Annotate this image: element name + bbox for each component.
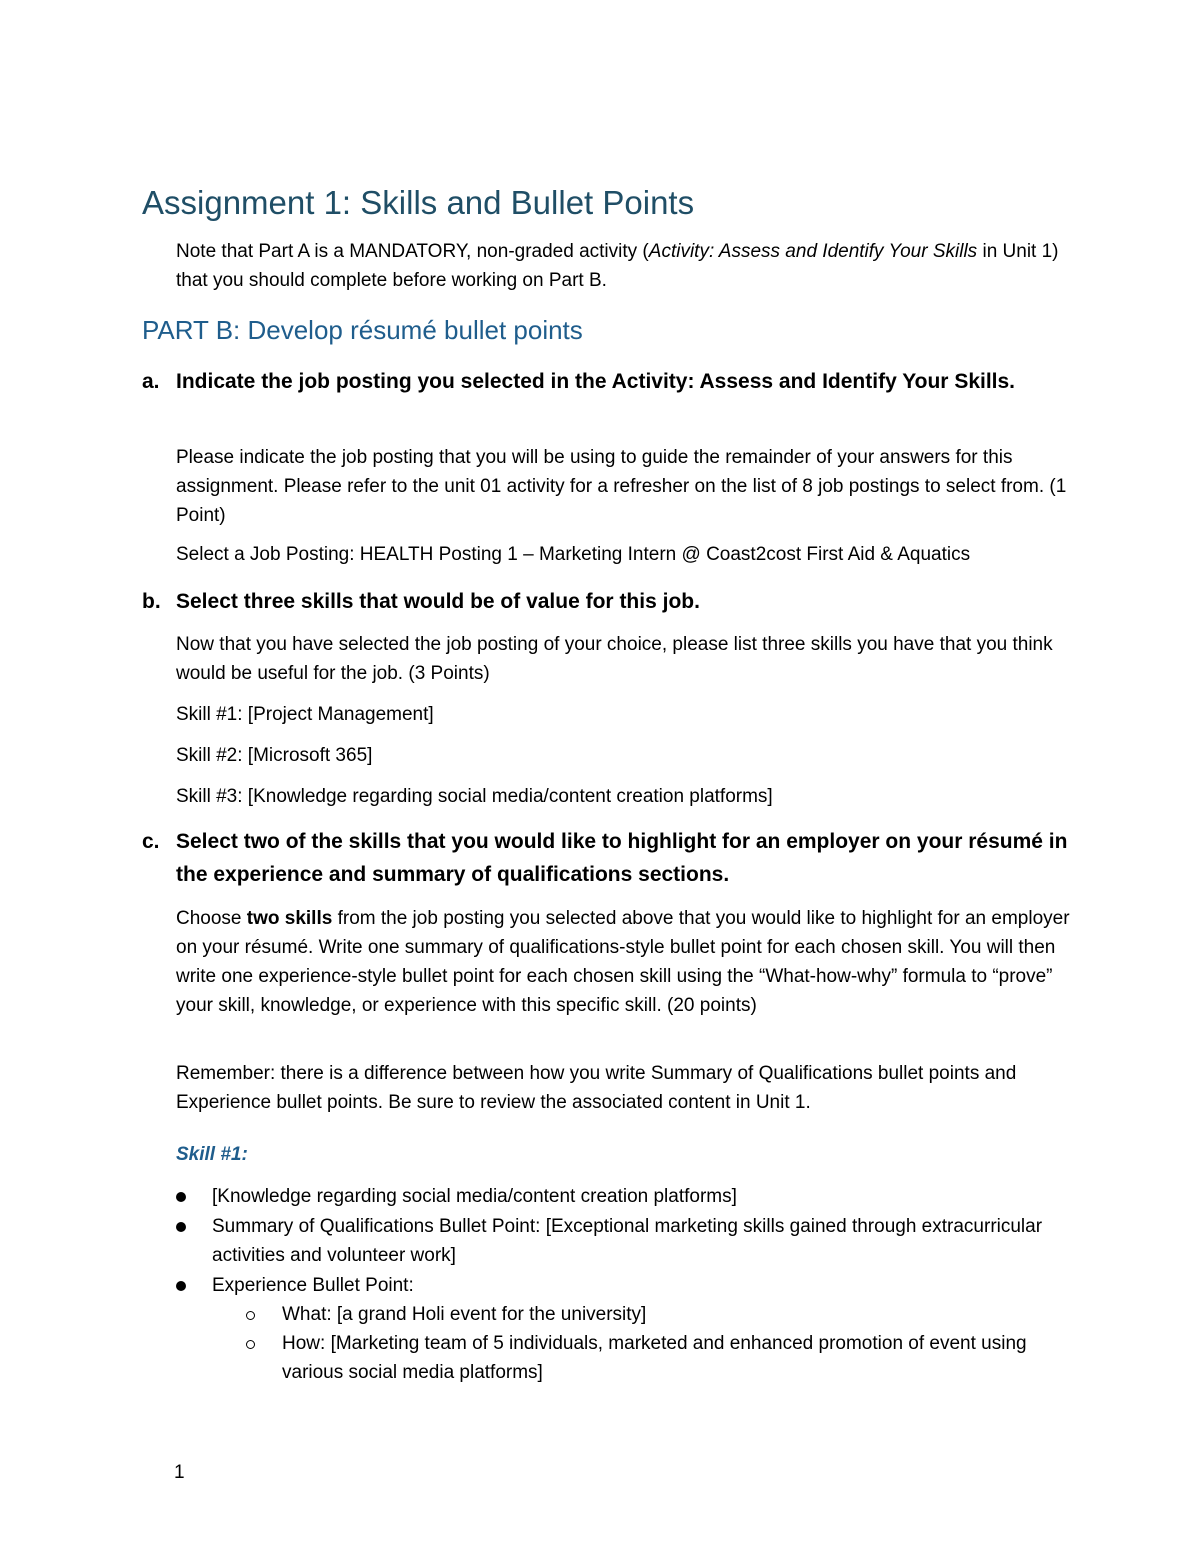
sub-bullet-circle	[246, 1311, 255, 1320]
part-b-heading: PART B: Develop résumé bullet points	[142, 315, 583, 345]
bullet-dot	[176, 1192, 186, 1202]
sub-bullet-item-2: How: [Marketing team of 5 individuals, marketed and enhanced promotion of event using various social media platforms]	[282, 1333, 1027, 1383]
note-text-start: Note that Part A is a MANDATORY, non-graded activity (	[176, 241, 649, 262]
skill-line-2: Skill #2: [Microsoft 365]	[176, 745, 373, 766]
question-b-heading: Select three skills that would be of value for this job.	[176, 590, 700, 613]
skill-line-1: Skill #1: [Project Management]	[176, 704, 434, 725]
question-c-reminder: Remember: there is a difference between how you write Summary of Qualifications bullet points and Experience bullet points. Be sure to review the associated content in Unit 1.	[176, 1063, 1017, 1113]
instructions-end: from the job posting you selected above that you would like to highlight for an employer on your résumé. Write one summary of qualifications-style bullet point for each chosen skill. You will then write one experience-style bullet point for each chosen skill using the “What-how-why” formula to “prove” your skill, knowledge, or experience with this specific skill. (20 points)	[176, 908, 1070, 1016]
note-paragraph	[176, 237, 1066, 295]
question-a-heading: Indicate the job posting you selected in the Activity: Assess and Identify Your Skills.	[176, 370, 1016, 393]
question-b-letter: b.	[142, 590, 161, 613]
bullet-item-2: Summary of Qualifications Bullet Point: [Exceptional marketing skills gained through extracurricular activities and volunteer work]	[212, 1216, 1043, 1266]
skill-line-3: Skill #3: [Knowledge regarding social media/content creation platforms]	[176, 786, 773, 807]
question-c-instructions	[176, 904, 1076, 1020]
instructions-emphasis: two skills	[246, 908, 333, 929]
question-a-letter: a.	[142, 370, 160, 393]
bullet-item-3: Experience Bullet Point:	[212, 1275, 414, 1296]
instructions-start: Choose	[176, 908, 247, 929]
question-c-heading: Select two of the skills that you would like to highlight for an employer on your résumé in the experience and summary of qualifications sections.	[176, 830, 1068, 886]
sub-bullet-item-1: What: [a grand Holi event for the university]	[282, 1304, 647, 1325]
sub-bullet-circle	[246, 1340, 255, 1349]
question-b-instructions: Now that you have selected the job posting of your choice, please list three skills you have that you think would be useful for the job. (3 Points)	[176, 634, 1053, 684]
question-c-letter: c.	[142, 830, 160, 853]
question-a-answer: Select a Job Posting: HEALTH Posting 1 – Marketing Intern @ Coast2cost First Aid & Aquatics	[176, 544, 971, 565]
note-text-end: in Unit 1) that you should complete before working on Part B.	[176, 241, 1059, 291]
page-number: 1	[174, 1462, 185, 1483]
bullet-item-1: [Knowledge regarding social media/content creation platforms]	[212, 1186, 737, 1207]
note-activity-name: Activity: Assess and Identify Your Skills	[648, 241, 978, 262]
page-title: Assignment 1: Skills and Bullet Points	[142, 184, 695, 221]
bullet-dot	[176, 1281, 186, 1291]
bullet-dot	[176, 1222, 186, 1232]
skill-1-subheading: Skill #1:	[176, 1144, 248, 1165]
question-a-instructions: Please indicate the job posting that you will be using to guide the remainder of your answers for this assignment. Please refer to the unit 01 activity for a refresher on the list of 8 job postings to select from. (1 Point)	[176, 447, 1067, 526]
